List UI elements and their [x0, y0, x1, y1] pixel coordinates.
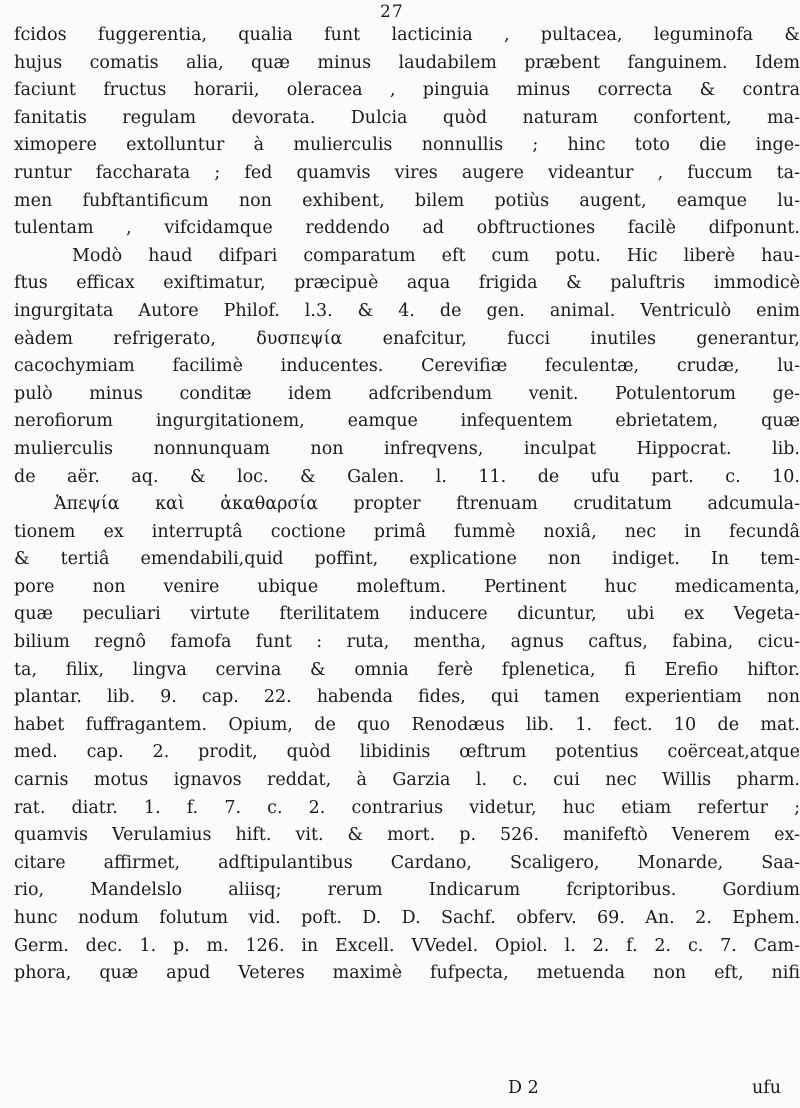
text-line: ximopere extolluntur à mulierculis nonnullis ; hinc toto die inge-: [14, 135, 800, 156]
text-line: fanitatis regulam devorata. Dulcia quòd naturam confortent, ma-: [14, 107, 800, 128]
text-line: men fubftantificum non exhibent, bilem potiùs augent, eamque lu-: [14, 190, 800, 211]
text-line: fcidos fuggerentia, qualia funt lacticinia , pultacea, leguminofa &: [14, 25, 800, 45]
text-line: bilium regnô famofa funt : ruta, mentha, agnus caftus, fabina, cicu-: [14, 632, 800, 653]
text-line: ta, filix, lingva cervina & omnia ferè fplenetica, fi Erefio hiftor.: [14, 659, 800, 680]
body-text: [14, 22, 800, 988]
text-line: eàdem refrigerato, δυσπεψία enafcitur, fucci inutiles generantur,: [14, 328, 800, 349]
text-line: hujus comatis alia, quæ minus laudabilem præbent fanguinem. Idem: [14, 52, 800, 73]
text-line: med. cap. 2. prodit, quòd libidinis œftrum potentius coërceat,atque: [14, 742, 800, 763]
text-line: rat. diatr. 1. f. 7. c. 2. contrarius videtur, huc etiam refertur ;: [14, 797, 800, 818]
text-line: carnis motus ignavos reddat, à Garzia l. c. cui nec Willis pharm.: [14, 770, 800, 791]
text-line: plantar. lib. 9. cap. 22. habenda fides, qui tamen experientiam non: [14, 687, 800, 708]
text-line: faciunt fructus horarii, oleracea , pinguia minus correcta & contra: [14, 80, 800, 101]
signature-mark: D 2: [508, 1078, 539, 1098]
text-line: cacochymiam facilimè inducentes. Cerevifiæ feculentæ, crudæ, lu-: [14, 356, 800, 377]
page-number: 27: [380, 2, 404, 22]
text-line: runtur faccharata ; fed quamvis vires augere videantur , fuccum ta-: [14, 162, 800, 183]
text-line: nerofiorum ingurgitationem, eamque infequentem ebrietatem, quæ: [14, 411, 800, 432]
text-line: habet fuffragantem. Opium, de quo Renodæus lib. 1. fect. 10 de mat.: [14, 714, 800, 735]
text-line: mulierculis nonnunquam non infreqvens, inculpat Hippocrat. lib.: [14, 438, 800, 459]
catchword: ufu: [752, 1078, 782, 1098]
text-line: phora, quæ apud Veteres maximè fufpecta, metuenda non eft, nifi: [14, 963, 800, 984]
text-line: Modò haud difpari comparatum eft cum potu. Hic liberè hau-: [72, 245, 800, 266]
text-line: Germ. dec. 1. p. m. 126. in Excell. VVedel. Opiol. l. 2. f. 2. c. 7. Cam-: [14, 935, 800, 956]
text-line: ingurgitata Autore Philof. l.3. & 4. de gen. animal. Ventriculò enim: [14, 300, 800, 321]
text-line: Ἀπεψία καὶ ἀκαθαρσία propter ftrenuam cruditatum adcumula-: [54, 494, 800, 515]
text-line: tionem ex interruptâ coctione primâ fummè noxiâ, nec in fecundâ: [14, 521, 800, 542]
text-line: de aër. aq. & loc. & Galen. l. 11. de ufu part. c. 10.: [14, 466, 800, 487]
text-line: citare affirmet, adftipulantibus Cardano, Scaligero, Monarde, Saa-: [14, 852, 800, 873]
text-line: quamvis Verulamius hift. vit. & mort. p. 526. manifeftò Venerem ex-: [14, 825, 800, 846]
text-line: ftus efficax exiftimatur, præcipuè aqua frigida & paluftris immodicè: [14, 273, 800, 294]
text-line: pulò minus conditæ idem adfcribendum venit. Potulentorum ge-: [14, 383, 800, 404]
text-line: quæ peculiari virtute fterilitatem inducere dicuntur, ubi ex Vegeta-: [14, 604, 800, 625]
text-line: rio, Mandelslo aliisq; rerum Indicarum fcriptoribus. Gordium: [14, 880, 800, 901]
text-line: & tertiâ emendabili,quid poffint, explicatione non indiget. In tem-: [14, 549, 800, 570]
text-line: tulentam , vifcidamque reddendo ad obftructiones facilè difponunt.: [14, 218, 800, 239]
text-line: hunc nodum folutum vid. poft. D. D. Sachf. obferv. 69. An. 2. Ephem.: [14, 908, 800, 928]
text-line: pore non venire ubique moleftum. Pertinent huc medicamenta,: [14, 576, 800, 597]
